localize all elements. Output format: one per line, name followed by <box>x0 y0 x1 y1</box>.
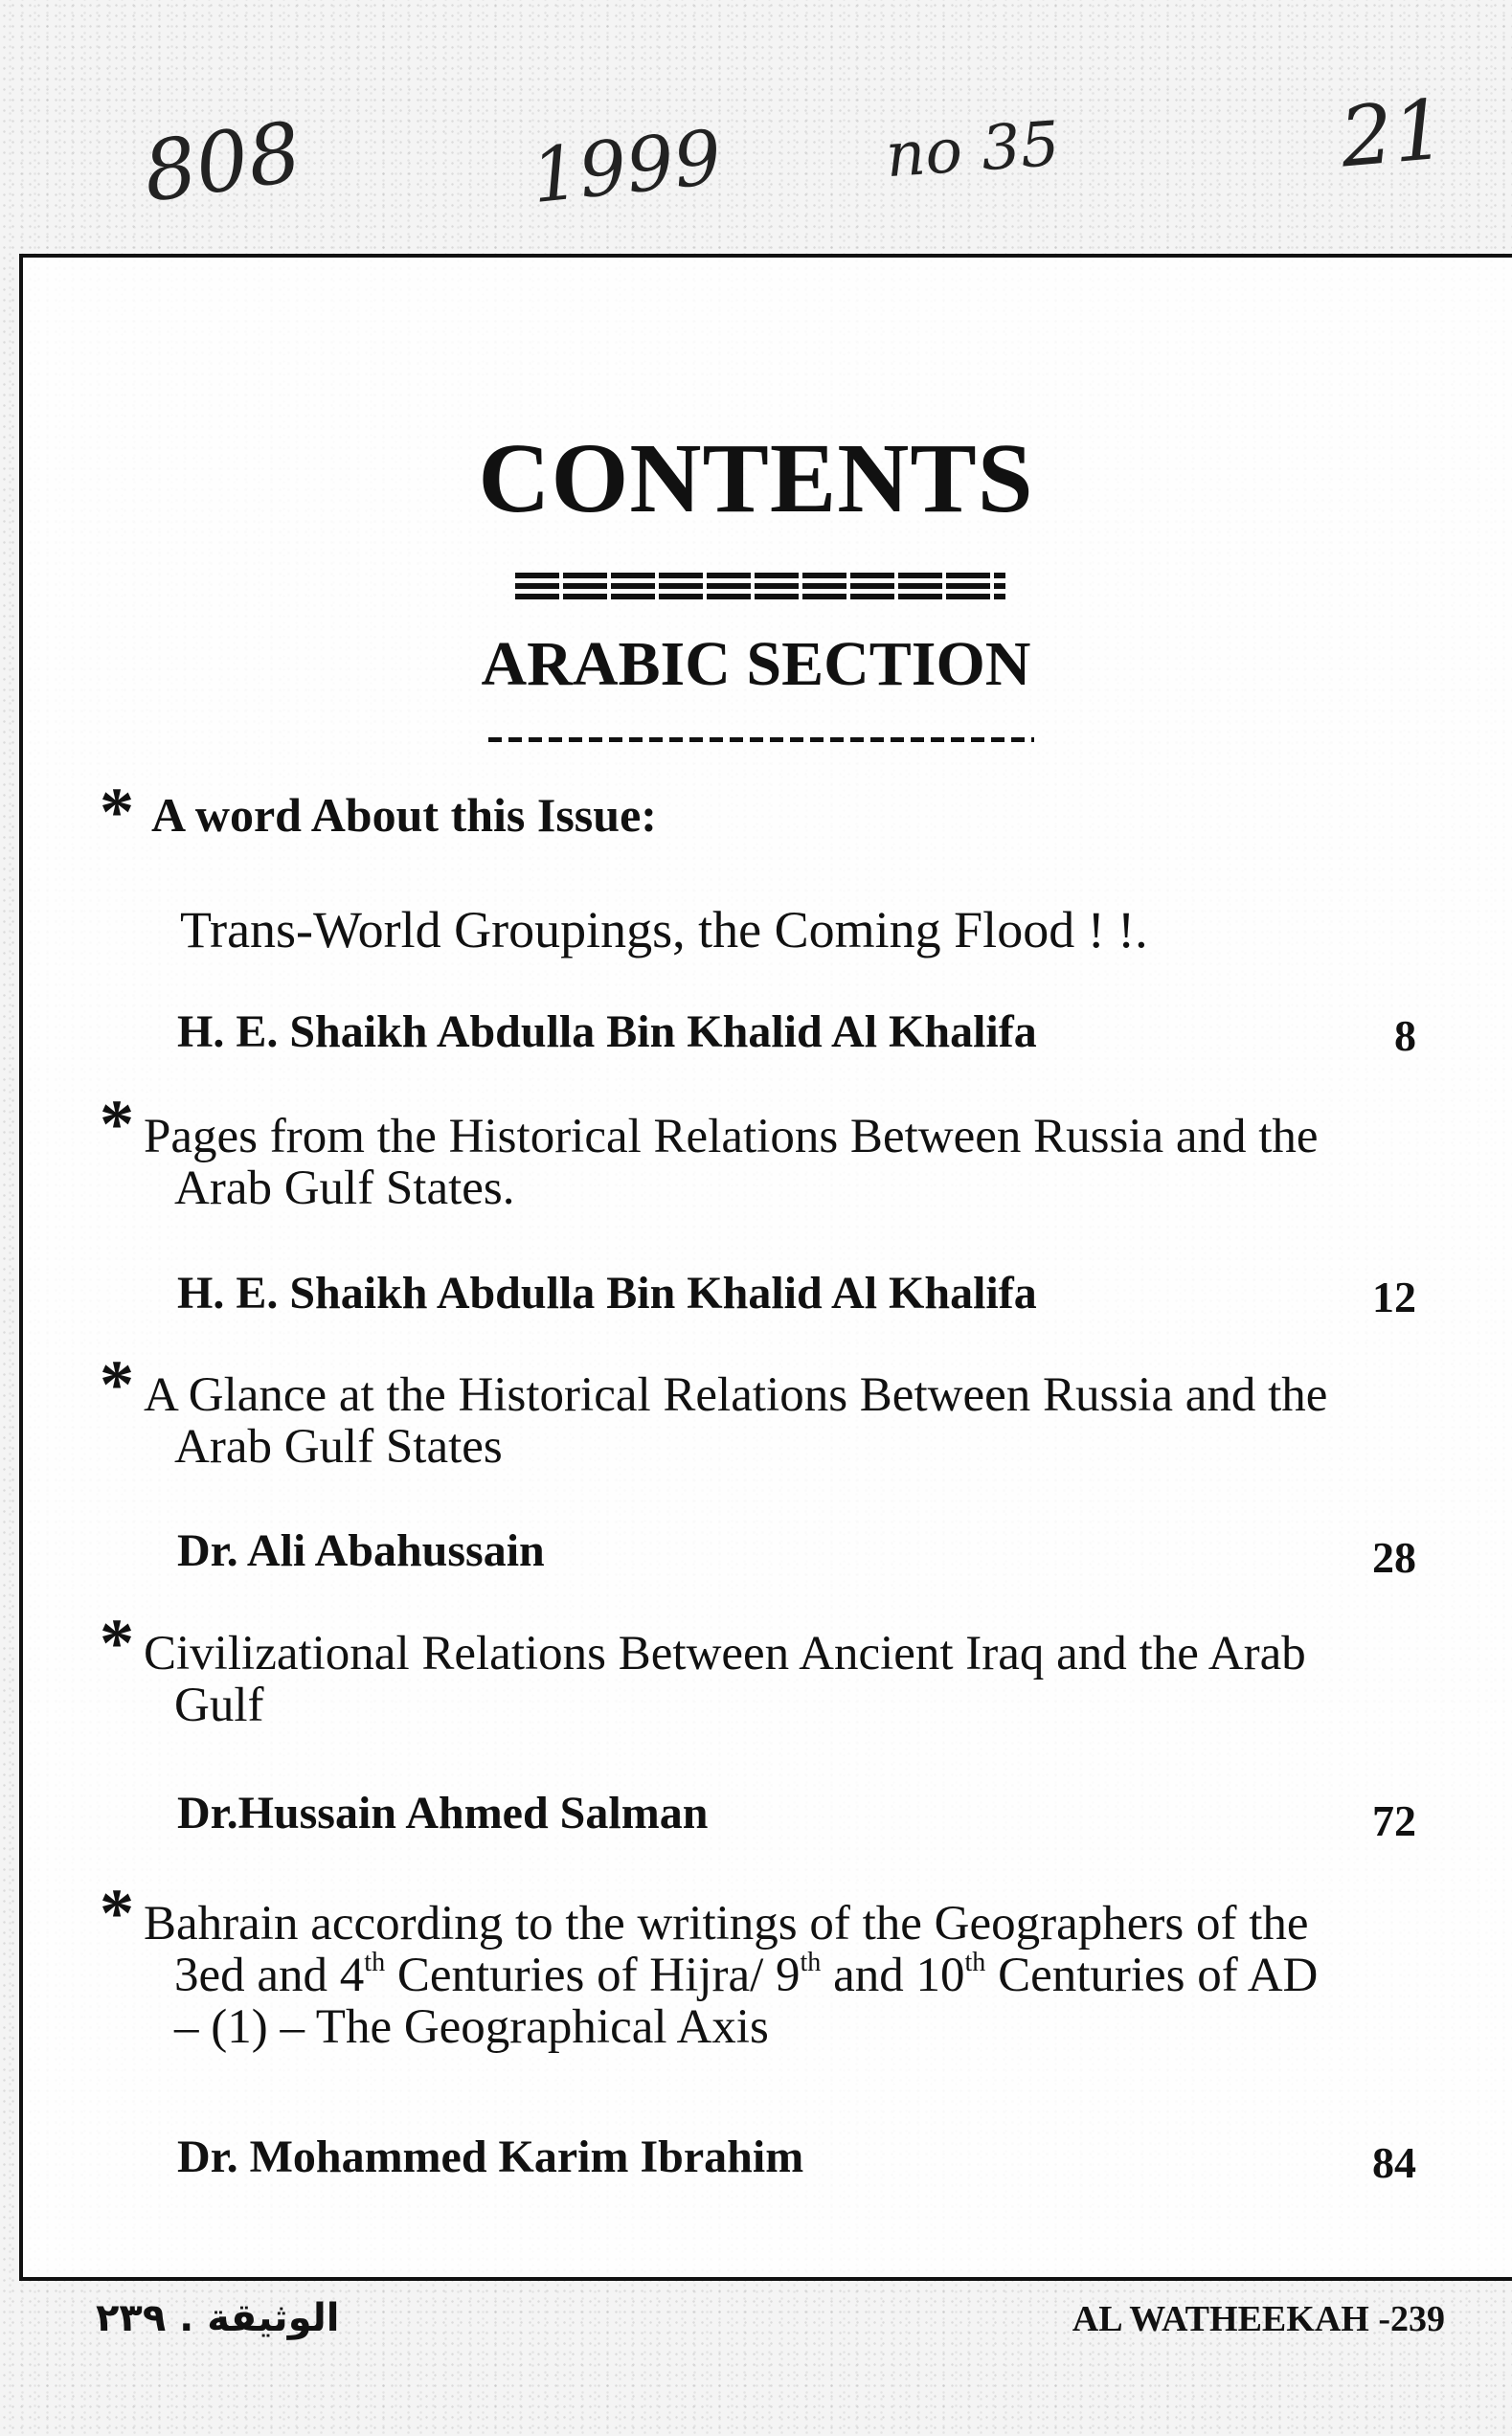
intro-article-title: Trans-World Groupings, the Coming Flood ! !. <box>180 901 1148 959</box>
toc-entry-title: Pages from the Historical Relations Between Russia and the Arab Gulf States. <box>144 1110 1319 1215</box>
bullet-star-icon: * <box>100 774 134 850</box>
dashed-rule-divider <box>488 737 1034 742</box>
intro-page-number: 8 <box>1394 1011 1416 1060</box>
footer-journal-label: AL WATHEEKAH -239 <box>1072 2299 1445 2339</box>
toc-entry-title: Civilizational Relations Between Ancient Iraq and the Arab Gulf <box>144 1627 1306 1732</box>
section-title: ARABIC SECTION <box>481 629 1031 699</box>
handwritten-note: 21 <box>1336 81 1450 187</box>
toc-entry-author: H. E. Shaikh Abdulla Bin Khalid Al Khalifa <box>177 1268 1037 1319</box>
double-rule-divider <box>515 573 1005 599</box>
page-title: CONTENTS <box>478 423 1034 533</box>
toc-entry-page-number: 84 <box>1372 2138 1416 2187</box>
toc-entry-author: Dr. Mohammed Karim Ibrahim <box>177 2132 804 2182</box>
bullet-star-icon: * <box>100 1346 134 1423</box>
footer-arabic-page-label: الوثيقة . ٢٣٩ <box>96 2296 340 2340</box>
handwritten-note: 808 <box>137 104 307 221</box>
bullet-star-icon: * <box>100 1086 134 1162</box>
handwritten-note: 1999 <box>527 114 726 221</box>
toc-entry-page-number: 72 <box>1372 1796 1416 1845</box>
bullet-star-icon: * <box>100 1875 134 1951</box>
toc-entry-page-number: 12 <box>1372 1273 1416 1321</box>
frame-bottom-rule <box>19 2277 1512 2281</box>
bullet-star-icon: * <box>100 1605 134 1681</box>
toc-entry-author: Dr. Ali Abahussain <box>177 1525 545 1576</box>
title-line-with-superscripts: 3ed and 4th Centuries of Hijra/ 9th and 10th Centuries of AD <box>174 1947 1319 2002</box>
toc-entry-title: A Glance at the Historical Relations Between Russia and the Arab Gulf States <box>144 1368 1328 1474</box>
intro-author: H. E. Shaikh Abdulla Bin Khalid Al Khalifa <box>177 1006 1037 1057</box>
intro-heading: A word About this Issue: <box>151 788 657 842</box>
toc-entry-author: Dr.Hussain Ahmed Salman <box>177 1788 709 1838</box>
toc-entry-title: Bahrain according to the writings of the Geographers of the 3ed and 4th Centuries of Hijra/ 9th and 10th Centuries of AD – (1) – The Geographical Axis <box>144 1898 1436 2053</box>
handwritten-annotations <box>0 81 1512 221</box>
toc-entry-page-number: 28 <box>1372 1533 1416 1582</box>
handwritten-note: no 35 <box>883 108 1062 192</box>
